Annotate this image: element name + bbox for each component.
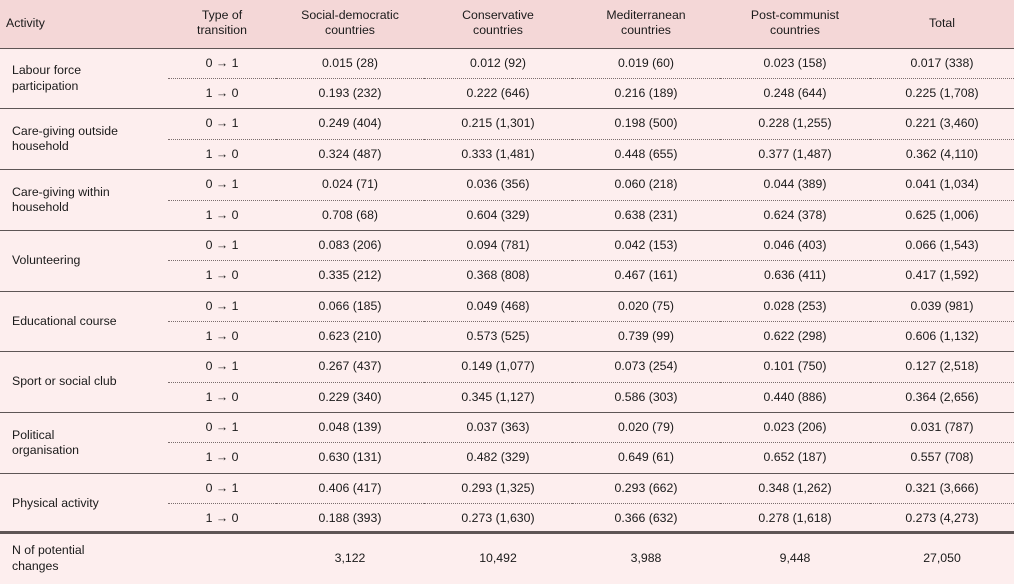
cell-value: 0.417 (1,592) xyxy=(870,261,1014,291)
cell-value: 0.228 (1,255) xyxy=(720,109,870,139)
cell-value: 0.193 (232) xyxy=(276,79,424,109)
cell-value: 0.652 (187) xyxy=(720,443,870,473)
cell-transition-type: 1 → 0 xyxy=(168,261,276,291)
cell-value: 0.020 (75) xyxy=(572,291,720,321)
activity-line: Care-giving outside xyxy=(12,123,118,138)
cell-value: 0.222 (646) xyxy=(424,79,572,109)
cell-value: 0.036 (356) xyxy=(424,170,572,200)
cell-activity xyxy=(0,230,168,291)
cell-value: 0.708 (68) xyxy=(276,200,424,230)
cell-value: 0.482 (329) xyxy=(424,443,572,473)
table-bottom-rule xyxy=(0,531,1014,533)
cell-value: 0.586 (303) xyxy=(572,382,720,412)
column-header-total xyxy=(870,0,1014,48)
cell-value: 0.267 (437) xyxy=(276,352,424,382)
table-header xyxy=(0,0,1014,48)
cell-value: 0.557 (708) xyxy=(870,443,1014,473)
header-line: Type of xyxy=(201,8,243,22)
cell-value: 0.293 (1,325) xyxy=(424,473,572,503)
cell-transition-type: 0 → 1 xyxy=(168,473,276,503)
cell-transition-type: 1 → 0 xyxy=(168,79,276,109)
cell-value: 0.101 (750) xyxy=(720,352,870,382)
cell-value: 0.348 (1,262) xyxy=(720,473,870,503)
header-line: Mediterranean xyxy=(606,8,686,22)
cell-value: 0.333 (1,481) xyxy=(424,139,572,169)
cell-value-total: 9,448 xyxy=(720,534,870,584)
table-row xyxy=(0,230,1014,260)
column-header-social-democratic xyxy=(276,0,424,48)
cell-value: 0.019 (60) xyxy=(572,48,720,78)
cell-value: 0.649 (61) xyxy=(572,443,720,473)
cell-value: 0.638 (231) xyxy=(572,200,720,230)
cell-value: 0.739 (99) xyxy=(572,321,720,351)
table-body xyxy=(0,48,1014,584)
cell-value: 0.606 (1,132) xyxy=(870,321,1014,351)
cell-value: 0.198 (500) xyxy=(572,109,720,139)
cell-value: 0.377 (1,487) xyxy=(720,139,870,169)
header-line: transition xyxy=(197,23,247,38)
cell-transition-type: 0 → 1 xyxy=(168,48,276,78)
cell-value: 0.335 (212) xyxy=(276,261,424,291)
cell-value-total: 3,122 xyxy=(276,534,424,584)
cell-value: 0.364 (2,656) xyxy=(870,382,1014,412)
table-row xyxy=(0,413,1014,443)
cell-value: 0.368 (808) xyxy=(424,261,572,291)
cell-value: 0.012 (92) xyxy=(424,48,572,78)
header-line: countries xyxy=(473,23,523,38)
header-line: Post-communist xyxy=(750,8,840,22)
cell-value: 0.440 (886) xyxy=(720,382,870,412)
activity-line: organisation xyxy=(12,442,79,457)
cell-value: 0.624 (378) xyxy=(720,200,870,230)
activity-line: household xyxy=(12,139,69,154)
cell-transition-type: 0 → 1 xyxy=(168,170,276,200)
cell-value: 0.293 (662) xyxy=(572,473,720,503)
cell-value: 0.321 (3,666) xyxy=(870,473,1014,503)
table-row xyxy=(0,291,1014,321)
cell-value: 0.031 (787) xyxy=(870,413,1014,443)
cell-value: 0.023 (158) xyxy=(720,48,870,78)
table-footer-row xyxy=(0,534,1014,584)
cell-value: 0.044 (389) xyxy=(720,170,870,200)
cell-value: 0.046 (403) xyxy=(720,230,870,260)
cell-value: 0.073 (254) xyxy=(572,352,720,382)
table-row xyxy=(0,170,1014,200)
cell-transition-type: 0 → 1 xyxy=(168,230,276,260)
cell-value: 0.249 (404) xyxy=(276,109,424,139)
cell-activity xyxy=(0,48,168,109)
cell-value: 0.083 (206) xyxy=(276,230,424,260)
cell-value: 0.366 (632) xyxy=(572,504,720,534)
cell-activity xyxy=(0,109,168,170)
cell-value: 0.060 (218) xyxy=(572,170,720,200)
activity-line: Educational course xyxy=(12,313,117,328)
cell-activity xyxy=(0,291,168,352)
cell-value: 0.037 (363) xyxy=(424,413,572,443)
cell-value: 0.604 (329) xyxy=(424,200,572,230)
cell-transition-type: 0 → 1 xyxy=(168,109,276,139)
activity-line: Volunteering xyxy=(12,253,81,268)
cell-transition-type: 0 → 1 xyxy=(168,413,276,443)
cell-value: 0.042 (153) xyxy=(572,230,720,260)
cell-value: 0.623 (210) xyxy=(276,321,424,351)
cell-transition-type: 1 → 0 xyxy=(168,382,276,412)
cell-value: 0.273 (4,273) xyxy=(870,504,1014,534)
activity-line: Care-giving within xyxy=(12,184,110,199)
cell-value: 0.448 (655) xyxy=(572,139,720,169)
cell-activity xyxy=(0,352,168,413)
cell-value: 0.225 (1,708) xyxy=(870,79,1014,109)
cell-value: 0.066 (185) xyxy=(276,291,424,321)
cell-transition-type-empty xyxy=(168,534,276,584)
header-line: Activity xyxy=(6,15,45,30)
activity-line: Labour force xyxy=(12,63,82,78)
activity-line: participation xyxy=(12,78,79,93)
header-line: countries xyxy=(770,23,820,38)
cell-value: 0.622 (298) xyxy=(720,321,870,351)
activity-line: household xyxy=(12,200,69,215)
cell-value-total: 3,988 xyxy=(572,534,720,584)
activity-line: N of potential xyxy=(12,543,85,558)
cell-value: 0.066 (1,543) xyxy=(870,230,1014,260)
activity-line: Sport or social club xyxy=(12,374,117,389)
cell-transition-type: 1 → 0 xyxy=(168,321,276,351)
header-line: Conservative xyxy=(462,8,534,22)
cell-value: 0.041 (1,034) xyxy=(870,170,1014,200)
cell-value: 0.221 (3,460) xyxy=(870,109,1014,139)
cell-activity-total xyxy=(0,534,168,584)
cell-value: 0.248 (644) xyxy=(720,79,870,109)
cell-value: 0.216 (189) xyxy=(572,79,720,109)
cell-activity xyxy=(0,413,168,474)
table-row xyxy=(0,48,1014,78)
cell-value: 0.023 (206) xyxy=(720,413,870,443)
table-row xyxy=(0,109,1014,139)
column-header-conservative xyxy=(424,0,572,48)
cell-value: 0.149 (1,077) xyxy=(424,352,572,382)
cell-value: 0.229 (340) xyxy=(276,382,424,412)
cell-value: 0.362 (4,110) xyxy=(870,139,1014,169)
cell-value: 0.406 (417) xyxy=(276,473,424,503)
cell-value: 0.015 (28) xyxy=(276,48,424,78)
cell-activity xyxy=(0,473,168,534)
header-line: Total xyxy=(929,15,955,30)
cell-value: 0.048 (139) xyxy=(276,413,424,443)
cell-value: 0.324 (487) xyxy=(276,139,424,169)
cell-transition-type: 1 → 0 xyxy=(168,443,276,473)
cell-transition-type: 1 → 0 xyxy=(168,504,276,534)
cell-value: 0.127 (2,518) xyxy=(870,352,1014,382)
column-header-post-communist xyxy=(720,0,870,48)
cell-value: 0.049 (468) xyxy=(424,291,572,321)
cell-transition-type: 0 → 1 xyxy=(168,291,276,321)
column-header-mediterranean xyxy=(572,0,720,48)
cell-activity xyxy=(0,170,168,231)
cell-value: 0.630 (131) xyxy=(276,443,424,473)
cell-value: 0.215 (1,301) xyxy=(424,109,572,139)
cell-value: 0.188 (393) xyxy=(276,504,424,534)
cell-value: 0.625 (1,006) xyxy=(870,200,1014,230)
cell-value: 0.345 (1,127) xyxy=(424,382,572,412)
cell-value-total: 27,050 xyxy=(870,534,1014,584)
cell-value: 0.467 (161) xyxy=(572,261,720,291)
table-header-row xyxy=(0,0,1014,48)
cell-value: 0.017 (338) xyxy=(870,48,1014,78)
cell-value: 0.273 (1,630) xyxy=(424,504,572,534)
table-row xyxy=(0,473,1014,503)
cell-transition-type: 1 → 0 xyxy=(168,139,276,169)
cell-value: 0.278 (1,618) xyxy=(720,504,870,534)
cell-value: 0.636 (411) xyxy=(720,261,870,291)
cell-value: 0.024 (71) xyxy=(276,170,424,200)
column-header-activity xyxy=(0,0,168,48)
activity-line: changes xyxy=(12,558,59,573)
cell-transition-type: 0 → 1 xyxy=(168,352,276,382)
cell-value-total: 10,492 xyxy=(424,534,572,584)
cell-value: 0.028 (253) xyxy=(720,291,870,321)
header-line: countries xyxy=(325,23,375,38)
column-header-type-of-transition xyxy=(168,0,276,48)
table-row xyxy=(0,352,1014,382)
cell-transition-type: 1 → 0 xyxy=(168,200,276,230)
header-line: countries xyxy=(621,23,671,38)
activity-line: Political xyxy=(12,427,55,442)
cell-value: 0.094 (781) xyxy=(424,230,572,260)
cell-value: 0.573 (525) xyxy=(424,321,572,351)
cell-value: 0.039 (981) xyxy=(870,291,1014,321)
header-line: Social-democratic xyxy=(301,8,399,22)
cell-value: 0.020 (79) xyxy=(572,413,720,443)
activity-line: Physical activity xyxy=(12,495,99,510)
